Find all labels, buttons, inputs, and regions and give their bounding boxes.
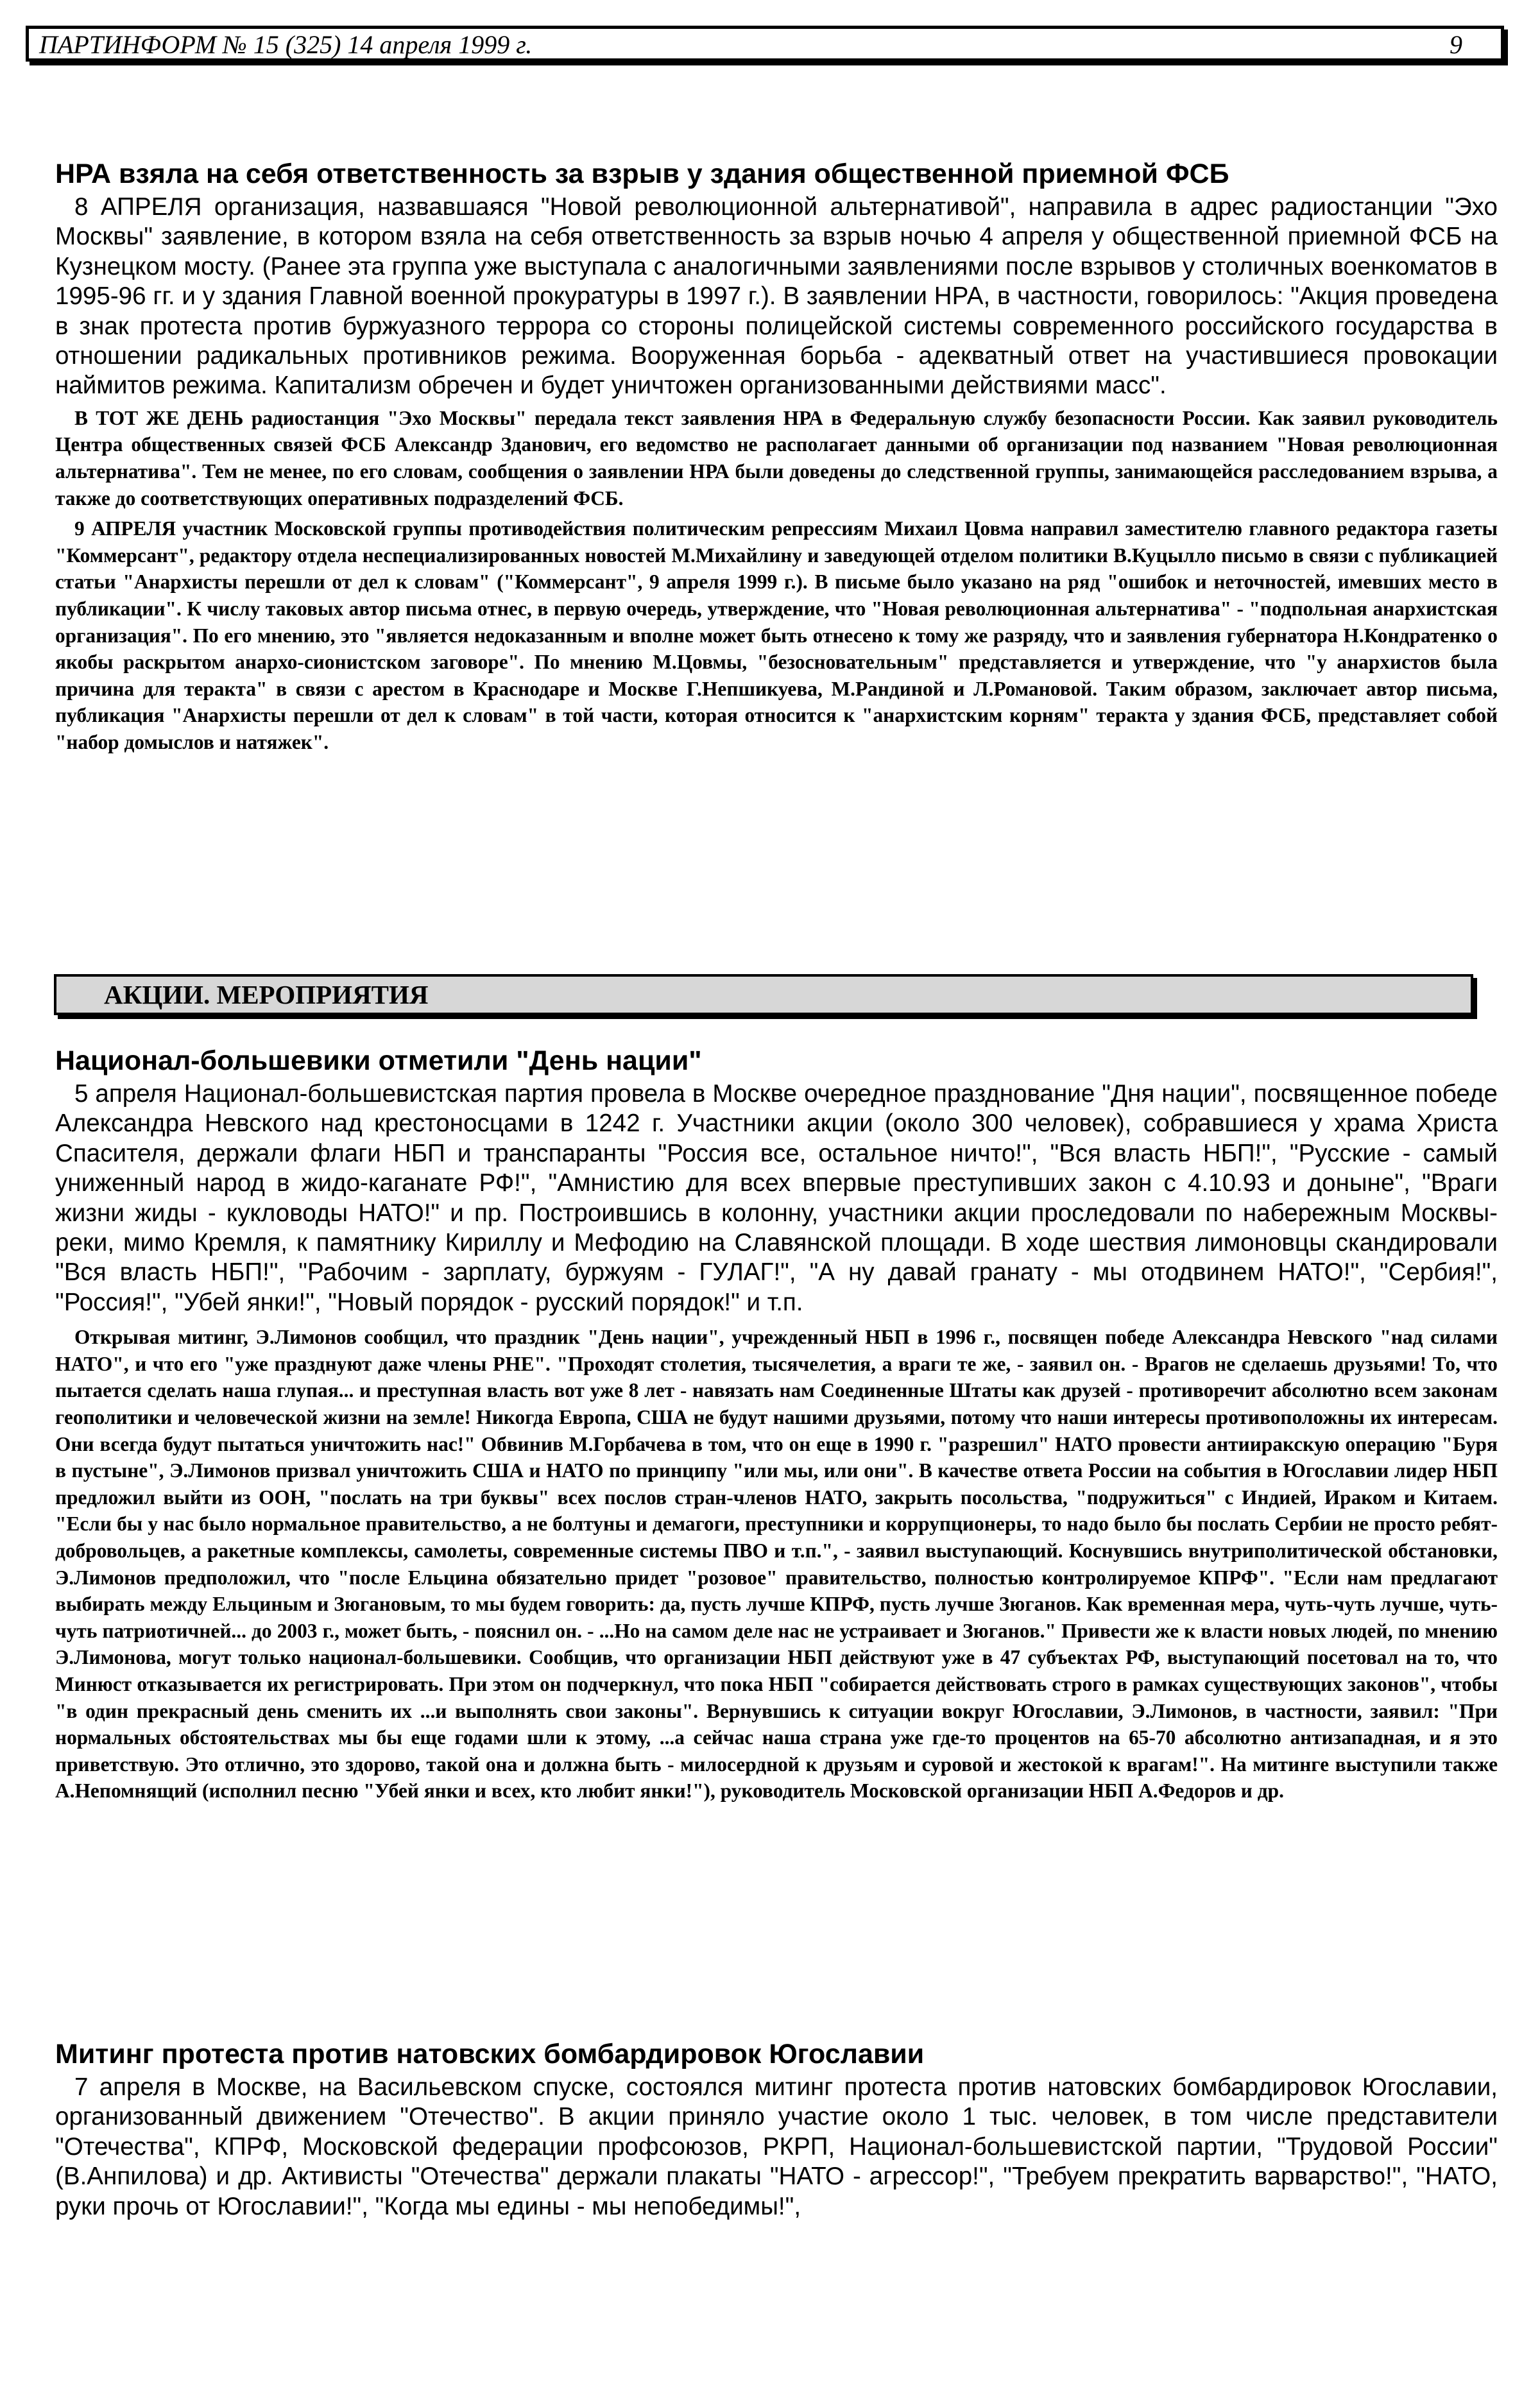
article-lead-paragraph: 7 апреля в Москве, на Васильевском спуске, состоялся митинг протеста против натовских бомбардировок Югославии, организованный движением "Отечество". В акции приняло участие около 1 тыс. человек, в том числе представители "Отечества", КПРФ, Московской федерации профсоюзов, РКРП, Национал-большевистской партии, "Трудовой России" (В.Анпилова) и др. Активисты "Отечества" держали плакаты "НАТО - агрессор!", "Требуем прекратить варварство!", "НАТО, руки прочь от Югославии!", "Когда мы едины - мы непобедимы!", [55, 2073, 1498, 2220]
article-paragraph: В ТОТ ЖЕ ДЕНЬ радиостанция "Эхо Москвы" передала текст заявления НРА в Федеральную службу безопасности России. Как заявил руководитель Центра общественных связей ФСБ Александр Зданович, его ведомство не располагает данными об организации под названием "Новая революционная альтернатива". Тем не менее, по его словам, сообщения о заявлении НРА были доведены до следственной группы, занимающейся расследованием взрыва, а также до соответствующих оперативных подразделений ФСБ. [55, 406, 1498, 510]
article-paragraph: Открывая митинг, Э.Лимонов сообщил, что праздник "День нации", учрежденный НБП в 1996 г., посвящен победе Александра Невского "над силами НАТО", и что его "уже празднуют даже члены РНЕ". "Проходят столетия, тысячелетия, а враги те же, - заявил он. - Врагов не сделаешь друзьями! То, что пытается сделать наша глупая... и преступная власть вот уже 8 лет - навязать нам Соединенные Штаты как друзей - противоречит абсолютно всем законам геополитики и человеческой жизни на земле! Никогда Европа, США не будут нашими друзьями, потому что наши интересы противоположны их интересам. Они всегда будут пытаться уничтожить нас!" Обвинив М.Горбачева в том, что он еще в 1990 г. "разрешил" НАТО провести антииракскую операцию "Буря в пустыне", Э.Лимонов призвал уничтожить США и НАТО по принципу "или мы, или они". В качестве ответа России на события в Югославии лидер НБП предложил выйти из ООН, "послать на три буквы" всех послов стран-членов НАТО, закрыть посольства, "подружиться" с Индией, Ираком и Китаем. "Если бы у нас было нормальное правительство, а не болтуны и демагоги, преступники и коррупционеры, то надо было бы послать Сербии не просто ребят-добровольцев, а ракетные комплексы, самолеты, современные системы ПВО и т.п.", - заявил выступающий. Коснувшись внутриполитической обстановки, Э.Лимонов предположил, что "после Ельцина обязательно придет "розовое" правительство, полностью контролируемое КПРФ". "Если нам предлагают выбирать между Ельциным и Зюгановым, то мы будем говорить: да, пусть лучше КПРФ, пусть лучше Зюганов. Как временная мера, чуть-чуть лучше, чуть-чуть патриотичней... до 2003 г., может быть, - пояснил он. - ...Но на самом деле нас не устраивает и Зюганов." Привести же к власти новых людей, по мнению Э.Лимонова, могут только национал-большевики. Сообщив, что организации НБП действуют уже в 47 субъектах РФ, выступающий посетовал на то, что Минюст отказывается их регистрировать. При этом он подчеркнул, что пока НБП "собирается действовать строго в рамках существующих законов", чтобы "в один прекрасный день сменить их ...и выполнять свои законы". Вернувшись к ситуации вокруг Югославии, Э.Лимонов, в частности, заявил: "При нормальных обстоятельствах мы бы еще годами шли к этому, ...а сейчас наша страна уже где-то процентов на 65-70 абсолютно антизападная, и я это приветствую. Это отлично, это здорово, такой она и должна быть - милосердной к друзьям и суровой и жестокой к врагам!". На митинге выступили также А.Непомнящий (исполнил песню "Убей янки и всех, кто любит янки!"), руководитель Московской организации НБП А.Федоров и др. [55, 1326, 1498, 1803]
article-paragraph: 9 АПРЕЛЯ участник Московской группы противодействия политическим репрессиям Михаил Цовма направил заместителю главного редактора газеты "Коммерсант", редактору отдела неспециализированных новостей М.Михайлину и заведующей отделом политики В.Куцылло письмо в связи с публикацией статьи "Анархисты перешли от дел к словам" ("Коммерсант", 9 апреля 1999 г.). В письме было указано на ряд "ошибок и неточностей, имевших место в публикации". К числу таковых автор письма отнес, в первую очередь, утверждение, что "Новая революционная альтернатива" - "подпольная анархистская организация". По его мнению, это "является недоказанным и вполне может быть отнесено к тому же разряду, что и заявления губернатора Н.Кондратенко о якобы раскрытом анархо-сионистском заговоре". По мнению М.Цовмы, "безосновательным" представляется и утверждение, что "у анархистов была причина для теракта" в связи с арестом в Краснодаре и Москве Г.Непшикуева, М.Рандиной и Л.Романовой. Таким образом, заключает автор письма, публикация "Анархисты перешли от дел к словам" в той части, которая относится к "анархистским корням" теракта у здания ФСБ, представляет собой "набор домыслов и натяжек". [55, 517, 1498, 753]
article-lead-paragraph: 5 апреля Национал-большевистская партия провела в Москве очередное празднование "Дня нации", посвященное победе Александра Невского над крестоносцами в 1242 г. Участники акции (около 300 человек), собравшиеся у храма Христа Спасителя, держали флаги НБП и транспаранты "Россия все, остальное ничто!", "Вся власть НБП!", "Русские - самый униженный народ в жидо-каганате РФ!", "Амнистию для всех впервые преступивших закон с 4.10.93 и доныне", "Враги жизни жиды - кукловоды НАТО!" и пр. Построившись в колонну, участники акции проследовали по набережным Москвы-реки, мимо Кремля, к памятнику Кириллу и Мефодию на Славянской площади. В ходе шествия лимоновцы скандировали "Вся власть НБП!", "Рабочим - зарплату, буржуям - ГУЛАГ!", "А ну давай гранату - мы отодвинем НАТО!", "Сербия!", "Россия!", "Убей янки!", "Новый порядок - русский порядок!" и т.п. [55, 1080, 1498, 1316]
page-number: 9 [1450, 30, 1462, 59]
article-lead-paragraph: 8 АПРЕЛЯ организация, назвавшаяся "Новой революционной альтернативой", направила в адрес радиостанции "Эхо Москвы" заявление, в котором взяла на себя ответственность за взрыв ночью 4 апреля у общественной приемной ФСБ на Кузнецком мосту. (Ранее эта группа уже выступала с аналогичными заявлениями после взрывов у столичных военкоматов в 1995-96 гг. и у здания Главной военной прокуратуры в 1997 г.). В заявлении НРА, в частности, говорилось: "Акция проведена в знак протеста против буржуазного террора со стороны полицейской системы современного российского государства в отношении радикальных противников режима. Вооруженная борьба - адекватный ответ на участившиеся провокации наймитов режима. Капитализм обречен и будет уничтожен организованными действиями масс". [55, 193, 1498, 400]
article-nbp [55, 1045, 1498, 1804]
publication-title: ПАРТИНФОРМ № 15 (325) 14 апреля 1999 г. [39, 30, 533, 59]
section-heading-bar [54, 974, 1473, 1015]
article-nra [55, 158, 1498, 756]
article-otechestvo [55, 2038, 1498, 2222]
page-header [26, 26, 1504, 62]
article-headline: Митинг протеста против натовских бомбардировок Югославии [55, 2039, 925, 2069]
article-headline: НРА взяла на себя ответственность за взрыв у здания общественной приемной ФСБ [55, 159, 1229, 189]
article-headline: Национал-большевики отметили "День нации" [55, 1045, 702, 1076]
section-title: АКЦИИ. МЕРОПРИЯТИЯ [104, 980, 429, 1009]
